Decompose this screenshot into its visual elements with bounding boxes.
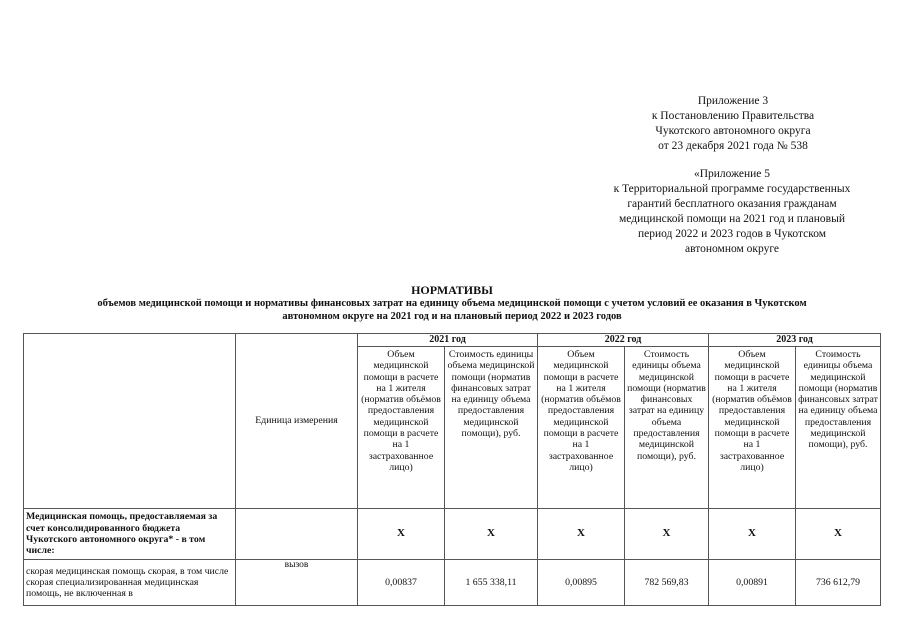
- appendix-5-line: гарантий бесплатного оказания гражданам: [627, 198, 837, 210]
- subheader-volume-2022: Объем медицинской помощи в расчете на 1 жителя (норматив объёмов предоставления медицинской помощи в расчете на 1 застрахованное лицо): [538, 347, 625, 509]
- appendix-5-line: «Приложение 5: [693, 168, 771, 180]
- value-cell: 0,00837: [358, 560, 445, 606]
- value-cell: X: [796, 509, 881, 560]
- unit-header: Единица измерения: [236, 334, 358, 509]
- appendix-3-line: от 23 декабря 2021 года № 538: [658, 140, 808, 152]
- row-label: скорая медицинская помощь скорая, в том числе скорая специализированная медицинская помощь, не включенная в: [24, 560, 236, 606]
- norms-table: [23, 333, 881, 606]
- row-unit: вызов: [236, 560, 358, 606]
- value-cell: X: [625, 509, 709, 560]
- appendix-5-line: медицинской помощи на 2021 год и плановый: [618, 213, 845, 225]
- value-cell: X: [709, 509, 796, 560]
- appendix-5-heading: [582, 167, 882, 257]
- value-cell: 1 655 338,11: [445, 560, 538, 606]
- value-cell: 782 569,83: [625, 560, 709, 606]
- title-subtitle-line: объемов медицинской помощи и нормативы финансовых затрат на единицу объема медицинской помощи с учетом условий ее оказания в Чукотском: [97, 298, 807, 309]
- title-subtitle-line: автономном округе на 2021 год и на плановый период 2022 и 2023 годов: [282, 311, 622, 322]
- value-cell: X: [538, 509, 625, 560]
- value-cell: 0,00891: [709, 560, 796, 606]
- title-main: НОРМАТИВЫ: [411, 283, 493, 297]
- value-cell: 0,00895: [538, 560, 625, 606]
- subheader-cost-2022: Стоимость единицы объема медицинской помощи (норматив финансовых затрат на единицу объема предоставления медицинской помощи), руб.: [625, 347, 709, 509]
- year-header-2022: 2022 год: [538, 334, 709, 347]
- value-cell: X: [445, 509, 538, 560]
- document-title: [22, 283, 882, 323]
- table-row: [24, 560, 881, 606]
- row-label: Медицинская помощь, предоставляемая за счет консолидированного бюджета Чукотского автономного округа* - в том числе:: [24, 509, 236, 560]
- appendix-5-line: к Территориальной программе государственных: [613, 183, 851, 195]
- year-header-2023: 2023 год: [709, 334, 881, 347]
- appendix-3-line: к Постановлению Правительства: [651, 110, 815, 122]
- appendix-3-heading: [618, 94, 848, 154]
- header-empty-cell: [24, 334, 236, 509]
- appendix-5-line: период 2022 и 2023 годов в Чукотском: [637, 228, 827, 240]
- appendix-3-line: Приложение 3: [697, 95, 769, 107]
- value-cell: 736 612,79: [796, 560, 881, 606]
- subheader-volume-2021: Объем медицинской помощи в расчете на 1 жителя (норматив объёмов предоставления медицинской помощи в расчете на 1 застрахованное лицо): [358, 347, 445, 509]
- year-header-2021: 2021 год: [358, 334, 538, 347]
- appendix-5-line: автономном округе: [684, 243, 780, 255]
- subheader-cost-2021: Стоимость единицы объема медицинской помощи (норматив финансовых затрат на единицу объема предоставления медицинской помощи), руб.: [445, 347, 538, 509]
- appendix-3-line: Чукотского автономного округа: [655, 125, 811, 137]
- subheader-volume-2023: Объем медицинской помощи в расчете на 1 жителя (норматив объёмов предоставления медицинской помощи в расчете на 1 застрахованное лицо): [709, 347, 796, 509]
- table-row: [24, 509, 881, 560]
- subheader-cost-2023: Стоимость единицы объема медицинской помощи (норматив финансовых затрат на единицу объема предоставления медицинской помощи), руб.: [796, 347, 881, 509]
- row-unit: [236, 509, 358, 560]
- value-cell: X: [358, 509, 445, 560]
